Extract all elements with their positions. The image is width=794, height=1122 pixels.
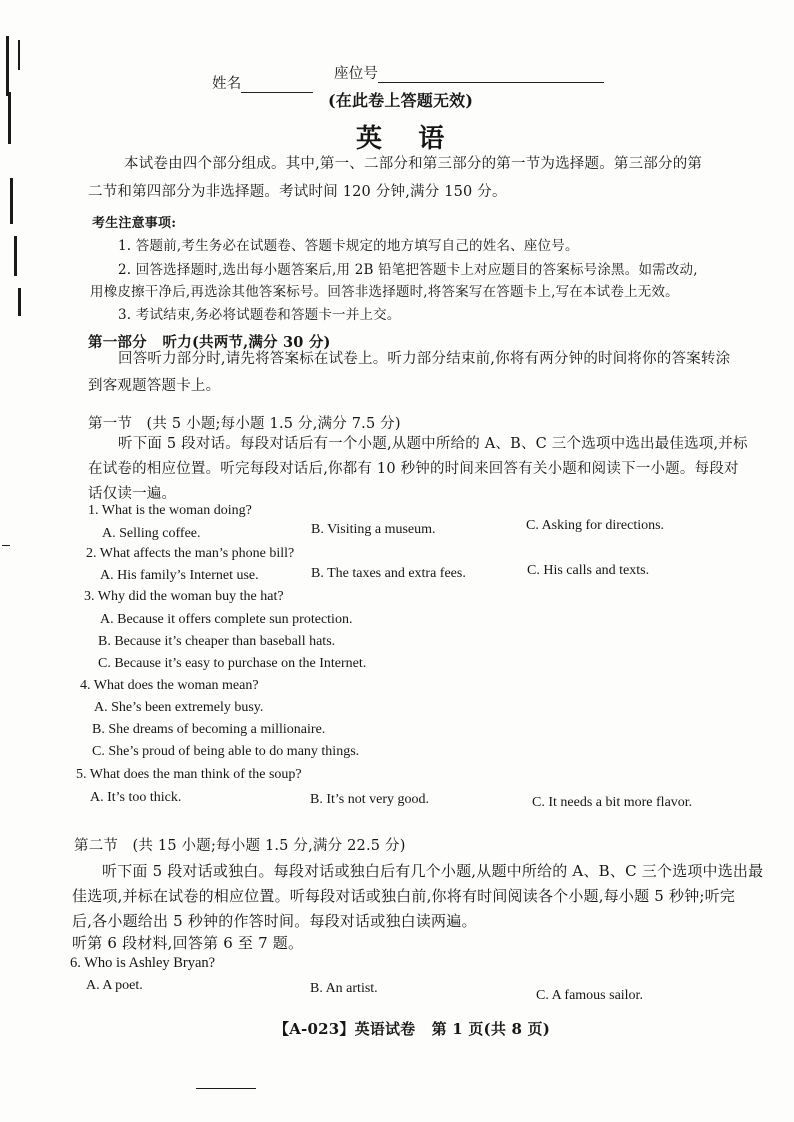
q5-option-c: C. It needs a bit more flavor. [532, 795, 693, 810]
binding-mark [10, 178, 13, 224]
binding-mark [18, 40, 20, 70]
note-item: 用橡皮擦干净后,再选涂其他答案标号。回答非选择题时,将答案写在答题卡上,写在本试卷上无效。 [90, 284, 679, 300]
section1-instruction: 话仅读一遍。 [88, 486, 177, 502]
section1-instruction: 在试卷的相应位置。听完每段对话后,你都有 10 秒钟的时间来回答有关小题和阅读下一小题。每段对 [88, 461, 739, 477]
binding-mark [18, 288, 21, 316]
question-1: 1. What is the woman doing? [88, 503, 252, 518]
q2-option-b: B. The taxes and extra fees. [311, 566, 466, 581]
name-field [212, 72, 313, 93]
note-item: 3. 考试结束,务必将试题卷和答题卡一并上交。 [118, 307, 401, 323]
question-5: 5. What does the man think of the soup? [76, 767, 302, 782]
q5-option-a: A. It’s too thick. [90, 790, 182, 805]
q4-option-a: A. She’s been extremely busy. [94, 700, 264, 715]
notes-heading: 考生注意事项: [92, 216, 177, 231]
binding-mark [14, 236, 17, 276]
q5-option-b: B. It’s not very good. [310, 792, 429, 807]
page-footer: 【A-023】英语试卷 第 1 页(共 8 页) [274, 1020, 550, 1038]
section2-heading: 第二节 (共 15 小题;每小题 1.5 分,满分 22.5 分) [74, 838, 406, 854]
notice: (在此卷上答题无效) [328, 91, 474, 110]
question-2: 2. What affects the man’s phone bill? [86, 546, 295, 561]
q1-option-c: C. Asking for directions. [526, 518, 665, 533]
q4-option-b: B. She dreams of becoming a millionaire. [92, 722, 326, 737]
material-instruction: 听第 6 段材料,回答第 6 至 7 题。 [72, 934, 304, 952]
note-item: 2. 回答选择题时,选出每小题答案后,用 2B 铅笔把答题卡上对应题目的答案标号涂黑。如需改动, [118, 262, 698, 278]
q1-option-b: B. Visiting a museum. [311, 522, 436, 537]
section2-instruction: 佳选项,并标在试卷的相应位置。听每段对话或独白前,你将有时间阅读各个小题,每小题 5 秒钟;听完 [72, 887, 736, 905]
q2-option-c: C. His calls and texts. [527, 563, 650, 578]
q3-option-c: C. Because it’s easy to purchase on the Internet. [98, 656, 367, 671]
name-label: 姓名 [212, 76, 242, 92]
q1-option-a: A. Selling coffee. [102, 526, 201, 541]
q3-option-a: A. Because it offers complete sun protection. [100, 612, 353, 627]
binding-mark [6, 36, 9, 96]
section2-instruction: 后,各小题给出 5 秒钟的作答时间。每段对话或独白读两遍。 [72, 912, 477, 930]
q4-option-c: C. She’s proud of being able to do many things. [92, 744, 360, 759]
note-item: 1. 答题前,考生务必在试题卷、答题卡规定的地方填写自己的姓名、座位号。 [118, 238, 579, 254]
binding-mark [8, 92, 11, 144]
question-6: 6. Who is Ashley Bryan? [70, 955, 216, 971]
part1-instruction: 到客观题答题卡上。 [88, 378, 221, 394]
section2-instruction: 听下面 5 段对话或独白。每段对话或独白后有几个小题,从题中所给的 A、B、C 三个选项中选出最 [102, 862, 764, 880]
intro-line: 本试卷由四个部分组成。其中,第一、二部分和第三部分的第一节为选择题。第三部分的第 [124, 156, 703, 172]
q3-option-b: B. Because it’s cheaper than baseball hats. [98, 634, 336, 649]
part1-heading: 第一部分 听力(共两节,满分 30 分) [88, 334, 331, 351]
q6-option-c: C. A famous sailor. [536, 988, 643, 1003]
question-4: 4. What does the woman mean? [80, 678, 259, 693]
binding-mark [2, 545, 10, 546]
seat-field [334, 62, 604, 83]
bottom-rule [196, 1088, 256, 1089]
seat-blank[interactable] [378, 82, 604, 83]
section1-heading: 第一节 (共 5 小题;每小题 1.5 分,满分 7.5 分) [88, 416, 401, 432]
q6-option-a: A. A poet. [86, 978, 143, 993]
seat-label: 座位号 [334, 66, 379, 82]
q2-option-a: A. His family’s Internet use. [100, 568, 259, 583]
intro-line: 二节和第四部分为非选择题。考试时间 120 分钟,满分 150 分。 [88, 184, 507, 200]
name-blank[interactable] [241, 92, 313, 93]
page-title: 英 语 [356, 124, 445, 154]
part1-instruction: 回答听力部分时,请先将答案标在试卷上。听力部分结束前,你将有两分钟的时间将你的答案转涂 [118, 351, 731, 367]
section1-instruction: 听下面 5 段对话。每段对话后有一个小题,从题中所给的 A、B、C 三个选项中选出最佳选项,并标 [118, 436, 748, 452]
q6-option-b: B. An artist. [310, 981, 378, 996]
question-3: 3. Why did the woman buy the hat? [84, 589, 284, 604]
